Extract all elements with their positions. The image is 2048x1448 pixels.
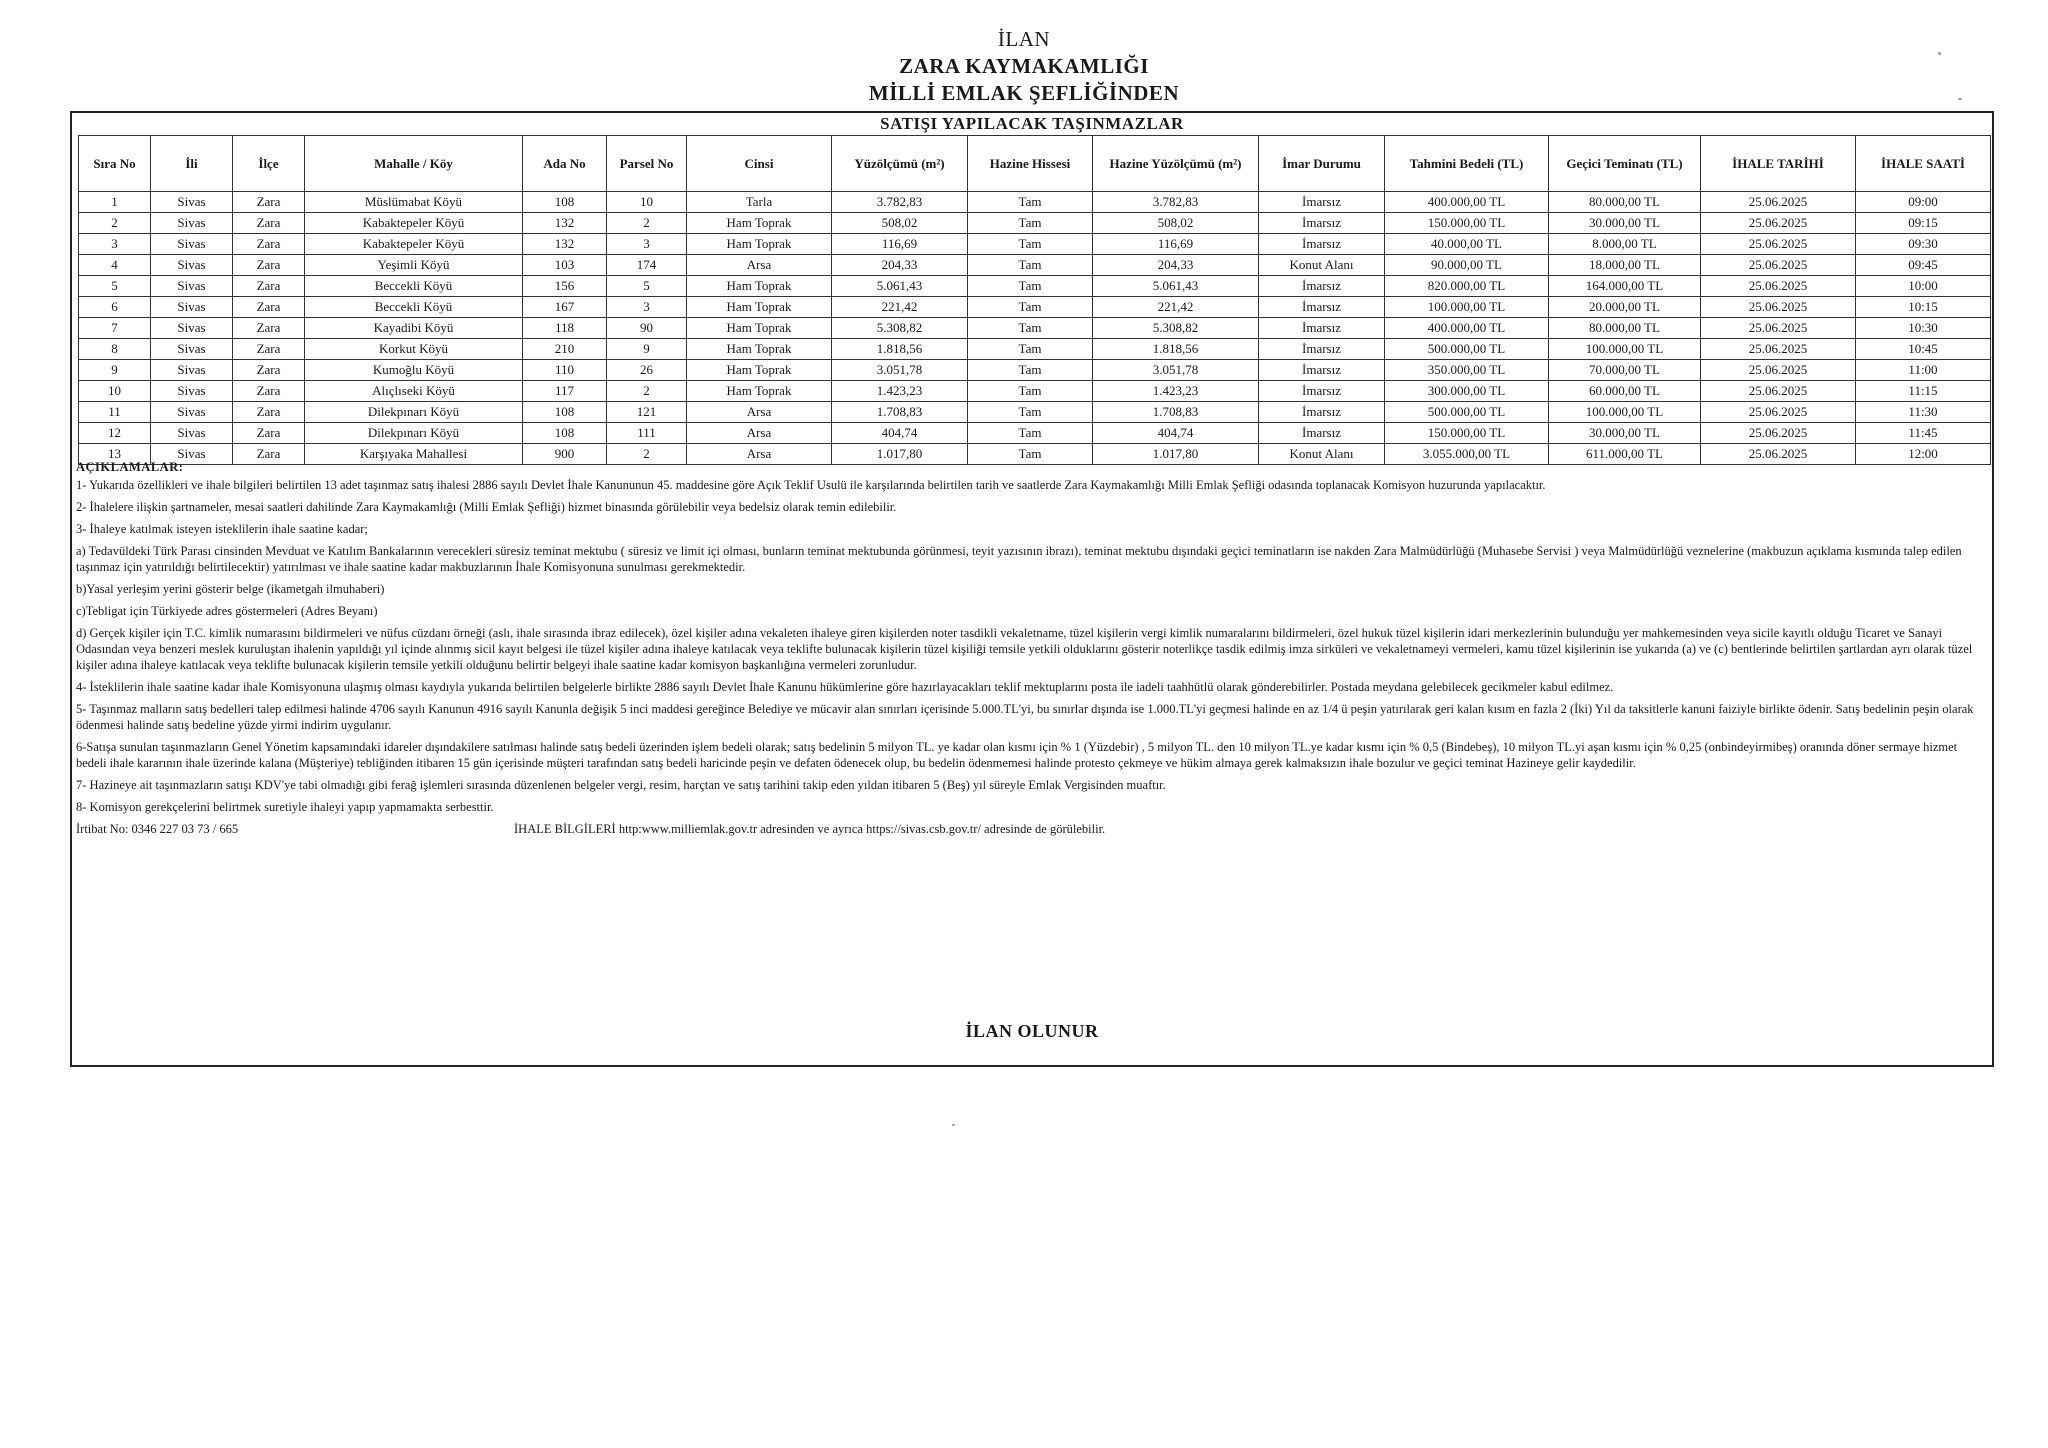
table-cell: 8.000,00 TL	[1549, 234, 1701, 255]
table-cell: 5	[79, 276, 151, 297]
table-cell: 12	[79, 423, 151, 444]
table-cell: 25.06.2025	[1701, 192, 1856, 213]
table-cell: Tam	[968, 255, 1093, 276]
table-cell: 25.06.2025	[1701, 276, 1856, 297]
table-cell: 25.06.2025	[1701, 234, 1856, 255]
table-cell: 09:15	[1856, 213, 1991, 234]
table-cell: 5	[607, 276, 687, 297]
scan-speck	[1958, 98, 1962, 100]
table-cell: Tam	[968, 318, 1093, 339]
table-cell: 90	[607, 318, 687, 339]
table-subtitle: SATIŞI YAPILACAK TAŞINMAZLAR	[880, 114, 1184, 133]
table-cell: İmarsız	[1259, 381, 1385, 402]
table-row	[79, 360, 1991, 381]
table-cell: 108	[523, 192, 607, 213]
explanation-item: a) Tedavüldeki Türk Parası cinsinden Mevduat ve Katılım Bankalarının verecekleri süresiz teminat mektubu ( süresiz ve limit içi olması, bunların teminat mektubunda görünmesi, teyit yazısının ibrazı), teminat mektubu dışındaki geçici teminatların ise nakden Zara Malmüdürlüğü (Muhasebe Servisi ) veya Malmüdürlüğü veznelerine (makbuzun açıklama kısmında talep edilen taşınmaz için yatırıldığı belirtilecektir) yatırılması ve ihale saatine kadar makbuzlarının İhale Komisyonuna sunulması gerekmektedir.	[76, 544, 1962, 574]
table-cell: Sivas	[151, 255, 233, 276]
table-cell: Kumoğlu Köyü	[305, 360, 523, 381]
tender-info: İHALE BİLGİLERİ http:www.milliemlak.gov.tr adresinden ve ayrıca https://sivas.csb.gov.tr/ adresinde de görülebilir.	[514, 822, 1106, 836]
table-cell: 611.000,00 TL	[1549, 444, 1701, 465]
title-kaymakamlik: ZARA KAYMAKAMLIĞI	[899, 54, 1149, 78]
table-cell: 1.818,56	[1093, 339, 1259, 360]
table-cell: Tam	[968, 360, 1093, 381]
table-cell: 1.017,80	[832, 444, 968, 465]
table-cell: İmarsız	[1259, 402, 1385, 423]
table-cell: 132	[523, 234, 607, 255]
table-cell: 25.06.2025	[1701, 381, 1856, 402]
table-cell: 400.000,00 TL	[1385, 192, 1549, 213]
table-cell: 25.06.2025	[1701, 255, 1856, 276]
table-cell: Sivas	[151, 276, 233, 297]
table-cell: 5.308,82	[832, 318, 968, 339]
table-cell: 18.000,00 TL	[1549, 255, 1701, 276]
table-cell: 167	[523, 297, 607, 318]
table-cell: 100.000,00 TL	[1385, 297, 1549, 318]
table-cell: 11:15	[1856, 381, 1991, 402]
explanation-item: 6-Satışa sunulan taşınmazların Genel Yönetim kapsamındaki idareler dışındakilere satılması halinde satış bedeli üzerinden işlem bedeli olarak; satış bedelinin 5 milyon TL. ye kadar olan kısmı için % 1 (Yüzdebir) , 5 milyon TL. den 10 milyon TL.ye kadar kısmı için % 0,5 (Bindebeş), 10 milyon TL.yi aşan kısmı için % 0,25 (onbindeyirmibeş) oranında döner sermaye hizmet bedeli ihale kararının ihale üzerinde kalana (Müşteriye) tebliğinden itibaren 15 gün içerisinde müşteri tarafından satış bedeli haricinde peşin ve defaten ödenecek olup, bu bedelin ödenmemesi halinde protesto çekmeye ve hükim almaya gerek kalmaksızın ihale bozulur ve geçici teminat Hazineye gelir kaydedilir.	[76, 740, 1958, 770]
table-cell: 103	[523, 255, 607, 276]
table-cell: 404,74	[1093, 423, 1259, 444]
table-cell: Sivas	[151, 423, 233, 444]
table-cell: Korkut Köyü	[305, 339, 523, 360]
table-cell: 204,33	[832, 255, 968, 276]
table-cell: 350.000,00 TL	[1385, 360, 1549, 381]
table-cell: İmarsız	[1259, 234, 1385, 255]
table-row	[79, 234, 1991, 255]
table-cell: Kabaktepeler Köyü	[305, 234, 523, 255]
table-row	[79, 423, 1991, 444]
table-cell: 09:00	[1856, 192, 1991, 213]
column-header: Tahmini Bedeli (TL)	[1385, 136, 1549, 192]
table-cell: 1.017,80	[1093, 444, 1259, 465]
table-cell: Dilekpınarı Köyü	[305, 423, 523, 444]
table-cell: 11:30	[1856, 402, 1991, 423]
table-cell: Zara	[233, 192, 305, 213]
explanations-heading: AÇIKLAMALAR:	[76, 460, 184, 474]
table-cell: Arsa	[687, 402, 832, 423]
table-cell: Ham Toprak	[687, 360, 832, 381]
table-cell: 164.000,00 TL	[1549, 276, 1701, 297]
table-cell: 25.06.2025	[1701, 423, 1856, 444]
table-cell: Zara	[233, 318, 305, 339]
table-cell: 3.782,83	[1093, 192, 1259, 213]
table-cell: 174	[607, 255, 687, 276]
table-cell: 25.06.2025	[1701, 213, 1856, 234]
table-cell: 20.000,00 TL	[1549, 297, 1701, 318]
table-cell: 25.06.2025	[1701, 339, 1856, 360]
table-cell: 1	[79, 192, 151, 213]
table-cell: 26	[607, 360, 687, 381]
table-cell: 1.818,56	[832, 339, 968, 360]
table-cell: Ham Toprak	[687, 318, 832, 339]
explanation-item: 8- Komisyon gerekçelerini belirtmek suretiyle ihaleyi yapıp yapmamakta serbesttir.	[76, 800, 494, 814]
title-ilan: İLAN	[997, 27, 1051, 51]
table-cell: Zara	[233, 381, 305, 402]
table-cell: Arsa	[687, 444, 832, 465]
table-cell: Alıçlıseki Köyü	[305, 381, 523, 402]
table-cell: 100.000,00 TL	[1549, 402, 1701, 423]
table-cell: 9	[607, 339, 687, 360]
table-cell: 10	[79, 381, 151, 402]
table-cell: 116,69	[1093, 234, 1259, 255]
table-cell: Zara	[233, 255, 305, 276]
table-cell: İmarsız	[1259, 276, 1385, 297]
property-table	[78, 135, 1991, 465]
scan-speck	[1938, 52, 1941, 55]
table-cell: Sivas	[151, 234, 233, 255]
table-cell: 3.055.000,00 TL	[1385, 444, 1549, 465]
table-row	[79, 402, 1991, 423]
contact-line	[76, 821, 1988, 837]
table-cell: Zara	[233, 213, 305, 234]
table-cell: Sivas	[151, 192, 233, 213]
title-milli-emlak: MİLLİ EMLAK ŞEFLİĞİNDEN	[868, 81, 1180, 105]
table-cell: Beccekli Köyü	[305, 276, 523, 297]
table-cell: 4	[79, 255, 151, 276]
table-cell: 10	[607, 192, 687, 213]
table-row	[79, 255, 1991, 276]
contact-number: İrtibat No: 0346 227 03 73 / 665	[76, 822, 239, 836]
table-cell: 25.06.2025	[1701, 297, 1856, 318]
table-cell: 13	[79, 444, 151, 465]
table-cell: 210	[523, 339, 607, 360]
table-row	[79, 213, 1991, 234]
table-cell: İmarsız	[1259, 192, 1385, 213]
table-cell: Sivas	[151, 339, 233, 360]
table-cell: 09:30	[1856, 234, 1991, 255]
table-cell: İmarsız	[1259, 360, 1385, 381]
table-cell: 108	[523, 423, 607, 444]
table-row	[79, 192, 1991, 213]
table-cell: 09:45	[1856, 255, 1991, 276]
table-cell: 400.000,00 TL	[1385, 318, 1549, 339]
table-cell: 11:45	[1856, 423, 1991, 444]
column-header: İlçe	[233, 136, 305, 192]
explanation-item: b)Yasal yerleşim yerini gösterir belge (ikametgah ilmuhaberi)	[76, 582, 385, 596]
table-cell: Sivas	[151, 297, 233, 318]
table-cell: İmarsız	[1259, 297, 1385, 318]
table-cell: 156	[523, 276, 607, 297]
table-cell: Yeşimli Köyü	[305, 255, 523, 276]
table-cell: 111	[607, 423, 687, 444]
column-header: Sıra No	[79, 136, 151, 192]
table-cell: Ham Toprak	[687, 297, 832, 318]
table-cell: Zara	[233, 276, 305, 297]
table-cell: Arsa	[687, 255, 832, 276]
column-header: Ada No	[523, 136, 607, 192]
table-cell: 11	[79, 402, 151, 423]
table-cell: 100.000,00 TL	[1549, 339, 1701, 360]
table-header-row	[79, 136, 1991, 192]
table-cell: Ham Toprak	[687, 339, 832, 360]
table-cell: 500.000,00 TL	[1385, 339, 1549, 360]
table-cell: 221,42	[1093, 297, 1259, 318]
table-row	[79, 318, 1991, 339]
table-cell: Tam	[968, 192, 1093, 213]
table-cell: Sivas	[151, 444, 233, 465]
table-cell: 300.000,00 TL	[1385, 381, 1549, 402]
table-cell: 3	[607, 234, 687, 255]
table-cell: Ham Toprak	[687, 234, 832, 255]
table-cell: 404,74	[832, 423, 968, 444]
table-cell: 30.000,00 TL	[1549, 423, 1701, 444]
table-cell: 1.423,23	[832, 381, 968, 402]
explanation-item: 5- Taşınmaz malların satış bedelleri talep edilmesi halinde 4706 sayılı Kanunun 4916 sayılı Kanunla değişik 5 inci maddesi gereğince Belediye ve mücavir alan sınırları içerisinde 5.000.TL'yi, bu sınırlar dışında ise 1.000.TL'yi geçmesi halinde en az 1/4 ü peşin yatırılarak geri kalan kısım en fazla 2 (İki) Yıl da taksitlerle kanuni faiziyle birlikte ödenir. Satış bedelinin peşin olarak ödenmesi halinde satış bedeline yüzde yirmi indirim uygulanır.	[76, 702, 1974, 732]
table-cell: 25.06.2025	[1701, 444, 1856, 465]
table-cell: 12:00	[1856, 444, 1991, 465]
table-cell: 1.708,83	[1093, 402, 1259, 423]
table-cell: Sivas	[151, 381, 233, 402]
table-cell: Müslümabat Köyü	[305, 192, 523, 213]
table-cell: Tam	[968, 339, 1093, 360]
table-cell: Zara	[233, 234, 305, 255]
column-header: Geçici Teminatı (TL)	[1549, 136, 1701, 192]
table-cell: 2	[79, 213, 151, 234]
column-header: İHALE TARİHİ	[1701, 136, 1856, 192]
table-cell: 1.708,83	[832, 402, 968, 423]
column-header: İli	[151, 136, 233, 192]
table-cell: Tam	[968, 213, 1093, 234]
table-cell: 3	[607, 297, 687, 318]
table-cell: Kabaktepeler Köyü	[305, 213, 523, 234]
table-cell: 132	[523, 213, 607, 234]
table-cell: 500.000,00 TL	[1385, 402, 1549, 423]
table-cell: İmarsız	[1259, 318, 1385, 339]
table-cell: Sivas	[151, 213, 233, 234]
table-cell: 5.061,43	[832, 276, 968, 297]
table-cell: 9	[79, 360, 151, 381]
table-cell: 40.000,00 TL	[1385, 234, 1549, 255]
table-cell: 10:45	[1856, 339, 1991, 360]
table-cell: 3	[79, 234, 151, 255]
column-header: Hazine Yüzölçümü (m²)	[1093, 136, 1259, 192]
table-cell: Tam	[968, 444, 1093, 465]
column-header: Cinsi	[687, 136, 832, 192]
table-cell: 3.051,78	[1093, 360, 1259, 381]
table-cell: 3.782,83	[832, 192, 968, 213]
table-cell: 10:30	[1856, 318, 1991, 339]
table-cell: 5.308,82	[1093, 318, 1259, 339]
explanation-item: 7- Hazineye ait taşınmazların satışı KDV'ye tabi olmadığı gibi ferağ işlemleri sırasında düzenlenen belgeler vergi, resim, harçtan ve satış tarihini takip eden yıldan itibaren 5 (Beş) yıl süreyle Emlak Vergisinden muaftır.	[76, 778, 1166, 792]
table-cell: Zara	[233, 444, 305, 465]
table-cell: 117	[523, 381, 607, 402]
explanation-item: c)Tebligat için Türkiyede adres göstermeleri (Adres Beyanı)	[76, 604, 378, 618]
table-cell: 70.000,00 TL	[1549, 360, 1701, 381]
table-cell: Ham Toprak	[687, 213, 832, 234]
table-cell: Tam	[968, 276, 1093, 297]
table-cell: 80.000,00 TL	[1549, 192, 1701, 213]
table-cell: İmarsız	[1259, 339, 1385, 360]
column-header: İmar Durumu	[1259, 136, 1385, 192]
table-cell: Sivas	[151, 318, 233, 339]
table-cell: Tam	[968, 423, 1093, 444]
table-cell: 90.000,00 TL	[1385, 255, 1549, 276]
table-cell: Tam	[968, 234, 1093, 255]
table-cell: Tam	[968, 381, 1093, 402]
table-body	[79, 192, 1991, 465]
table-cell: 108	[523, 402, 607, 423]
column-header: Hazine Hissesi	[968, 136, 1093, 192]
table-cell: 25.06.2025	[1701, 360, 1856, 381]
table-cell: 121	[607, 402, 687, 423]
table-cell: 25.06.2025	[1701, 402, 1856, 423]
column-header: Yüzölçümü (m²)	[832, 136, 968, 192]
table-cell: Konut Alanı	[1259, 255, 1385, 276]
column-header: Parsel No	[607, 136, 687, 192]
table-cell: 30.000,00 TL	[1549, 213, 1701, 234]
explanations-list	[76, 477, 1988, 815]
table-cell: 150.000,00 TL	[1385, 213, 1549, 234]
table-cell: Ham Toprak	[687, 276, 832, 297]
title-block	[0, 26, 2048, 107]
table-cell: 110	[523, 360, 607, 381]
table-cell: Dilekpınarı Köyü	[305, 402, 523, 423]
explanation-item: 4- İsteklilerin ihale saatine kadar ihale Komisyonuna ulaşmış olması kaydıyla yukarıda belirtilen belgelerle birlikte 2886 sayılı Devlet İhale Kanunu hükümlerine göre hazırlayacakları teklif mektuplarını posta ile iadeli taahhütlü olarak gönderebilirler. Postada meydana gelebilecek gecikmeler kabul edilmez.	[76, 680, 1614, 694]
table-cell: 116,69	[832, 234, 968, 255]
table-cell: Kayadibi Köyü	[305, 318, 523, 339]
table-cell: 1.423,23	[1093, 381, 1259, 402]
table-row	[79, 297, 1991, 318]
explanations-section	[76, 459, 1988, 837]
table-cell: 820.000,00 TL	[1385, 276, 1549, 297]
table-cell: 60.000,00 TL	[1549, 381, 1701, 402]
explanation-item: 1- Yukarıda özellikleri ve ihale bilgileri belirtilen 13 adet taşınmaz satış ihalesi 2886 sayılı Devlet İhale Kanununun 45. maddesine göre Açık Teklif Usulü ile karşılarında belirtilen tarih ve saatlerde Zara Kaymakamlığı Milli Emlak Şefliği odasında toplanacak Komisyon huzurunda yapılacaktır.	[76, 478, 1546, 492]
explanation-item: 2- İhalelere ilişkin şartnameler, mesai saatleri dahilinde Zara Kaymakamlığı (Milli Emlak Şefliği) hizmet binasında görülebilir veya bedelsiz olarak temin edilebilir.	[76, 500, 897, 514]
table-cell: Sivas	[151, 402, 233, 423]
table-cell: Karşıyaka Mahallesi	[305, 444, 523, 465]
explanation-item: 3- İhaleye katılmak isteyen isteklilerin ihale saatine kadar;	[76, 522, 368, 536]
table-cell: İmarsız	[1259, 423, 1385, 444]
table-cell: İmarsız	[1259, 213, 1385, 234]
table-cell: Ham Toprak	[687, 381, 832, 402]
table-cell: Beccekli Köyü	[305, 297, 523, 318]
column-header: Mahalle / Köy	[305, 136, 523, 192]
table-cell: 2	[607, 444, 687, 465]
table-cell: Tarla	[687, 192, 832, 213]
table-cell: 11:00	[1856, 360, 1991, 381]
table-cell: 8	[79, 339, 151, 360]
table-cell: 150.000,00 TL	[1385, 423, 1549, 444]
table-cell: Tam	[968, 402, 1093, 423]
table-cell: 80.000,00 TL	[1549, 318, 1701, 339]
table-cell: 3.051,78	[832, 360, 968, 381]
table-cell: Arsa	[687, 423, 832, 444]
table-cell: 900	[523, 444, 607, 465]
table-cell: Zara	[233, 339, 305, 360]
table-cell: Zara	[233, 297, 305, 318]
table-cell: 221,42	[832, 297, 968, 318]
table-cell: Zara	[233, 423, 305, 444]
table-cell: 2	[607, 213, 687, 234]
table-cell: 508,02	[832, 213, 968, 234]
table-cell: Konut Alanı	[1259, 444, 1385, 465]
table-cell: 10:15	[1856, 297, 1991, 318]
table-cell: 118	[523, 318, 607, 339]
table-cell: 10:00	[1856, 276, 1991, 297]
table-cell: 204,33	[1093, 255, 1259, 276]
table-cell: 5.061,43	[1093, 276, 1259, 297]
table-row	[79, 381, 1991, 402]
table-cell: 7	[79, 318, 151, 339]
table-cell: Sivas	[151, 360, 233, 381]
scan-speck	[952, 1124, 955, 1126]
table-cell: 25.06.2025	[1701, 318, 1856, 339]
announcement-frame	[70, 111, 1994, 1067]
table-cell: Zara	[233, 360, 305, 381]
explanation-item: d) Gerçek kişiler için T.C. kimlik numarasını bildirmeleri ve nüfus cüzdanı örneği (aslı, ihale sırasında ibraz edilecek), özel kişiler adına vekaleten ihaleye giren kişilerden noter tasdikli vekaletname, tüzel kişilerin vergi kimlik numaralarını bildirmeleri, özel hukuk tüzel kişilerin idari merkezlerinin bulunduğu yer mahkemesinden veya sicile kayıtlı olduğu Ticaret ve Sanayi Odasından veya benzeri meslek kuruluştan ihalenin yapıldığı yıl içinde alınmış sicil kayıt belgesi ile tüzel kişiler adına ihaleye katılacak veya teklifte bulunacak kişilerin tüzel kişiliği temsile yetkili olduklarını gösterir noterlikçe tasdik edilmiş imza sirküleri ve vekaletnameyi vermeleri, kamu tüzel kişilerinin ise yukarıda (a) ve (c) bentlerinde belirtilen şartlardan ayrı olarak tüzel kişiler adına ihaleye katılacak veya teklifte bulunacak kişilerin temsile yetkili olduğunu belirtir belgeyi ihale saatine kadar komisyon başkanlığına vermeleri zorunludur.	[76, 626, 1973, 672]
table-cell: Tam	[968, 297, 1093, 318]
closing-text: İLAN OLUNUR	[965, 1021, 1099, 1041]
table-cell: 2	[607, 381, 687, 402]
table-row	[79, 276, 1991, 297]
table-cell: 508,02	[1093, 213, 1259, 234]
table-row	[79, 339, 1991, 360]
table-cell: Zara	[233, 402, 305, 423]
table-cell: 6	[79, 297, 151, 318]
column-header: İHALE SAATİ	[1856, 136, 1991, 192]
